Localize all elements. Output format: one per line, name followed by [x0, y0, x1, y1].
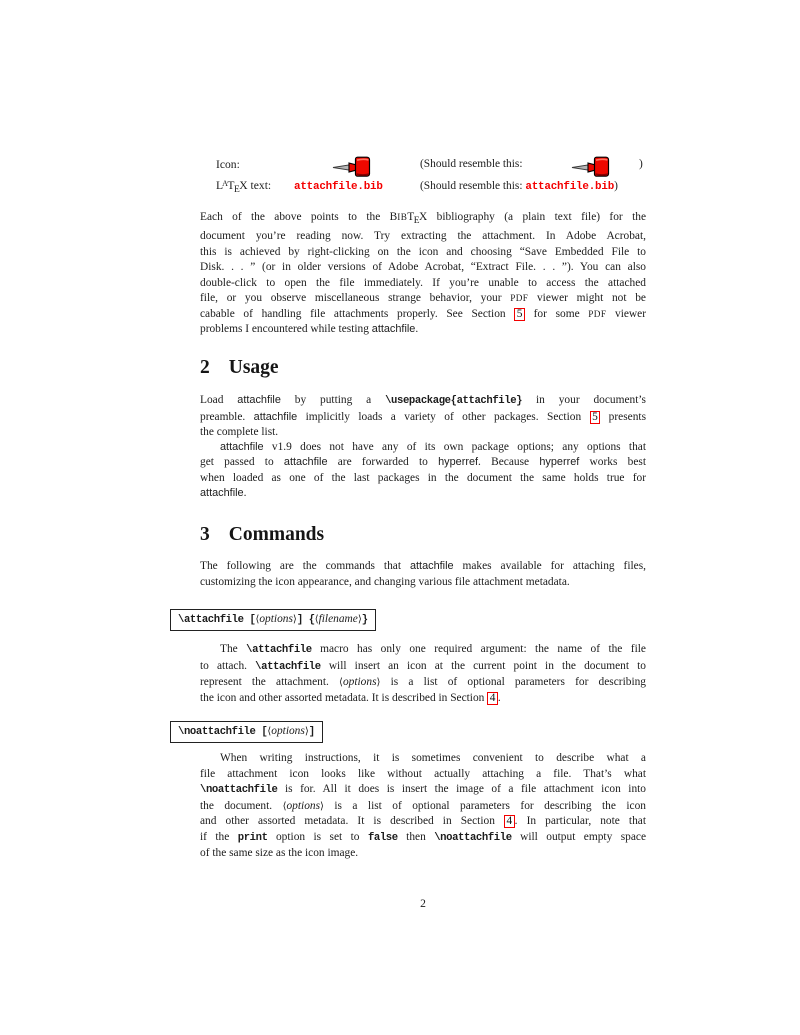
section-number: 2 [200, 357, 210, 378]
text-segment: ⟨ [255, 614, 260, 625]
text-segment: \usepackage{attachfile} [385, 395, 523, 407]
text-segment: is a list of optional parameters for describing the icon [323, 799, 646, 812]
text-segment: . [415, 323, 419, 336]
text-line [200, 210, 646, 229]
text-segment: filename [318, 613, 358, 625]
text-line [200, 307, 646, 323]
text-line [200, 486, 646, 502]
text-segment: \noattachfile [200, 784, 278, 797]
text-segment: Disk. . . ” (or in older versions of Adobe Acrobat, “Extract File. . . ”). You can also [200, 261, 646, 274]
text-segment: attachfile [409, 560, 454, 572]
text-segment: ⟩ [376, 677, 381, 689]
text-line [200, 276, 646, 292]
text-line [200, 675, 646, 691]
text-segment: \attachfile [246, 644, 312, 656]
text-segment: attachfile [220, 440, 264, 453]
text-segment: ] [308, 726, 315, 738]
text-line [200, 471, 646, 487]
text-segment: . In particular, note that [514, 815, 646, 828]
resemble-open-text: (Should resemble this: [420, 158, 523, 170]
section-heading-usage [200, 357, 279, 379]
text-segment: represent the attachment. [200, 676, 340, 689]
text-segment: document you’re reading now. Try extracting the attachment. In Adobe Acrobat, [200, 230, 646, 243]
text-segment: T [407, 211, 415, 223]
text-line [200, 751, 646, 767]
text-segment: is for. All it does is insert the image of a file attachment icon into [277, 783, 646, 796]
commands-intro-paragraph [200, 559, 646, 590]
attachfile-description-paragraph [200, 642, 646, 706]
text-segment: macro has only one required argument: the name of the file [311, 643, 646, 655]
attachment-filename-link[interactable] [294, 180, 383, 193]
text-segment: if the [200, 830, 238, 843]
section-number: 3 [200, 524, 210, 545]
text-segment: attachfile [371, 323, 416, 336]
text-segment: for some [524, 307, 589, 320]
text-line [200, 830, 646, 847]
text-line [200, 691, 646, 707]
text-line [200, 455, 646, 471]
usage-paragraph-1 [200, 393, 646, 441]
text-segment: print [237, 831, 268, 844]
text-segment: hyperref [539, 456, 580, 469]
text-line [200, 846, 646, 862]
resemble-filename-text [420, 180, 618, 193]
text-segment: file attachment icon looks like without actually attaching a file. That’s what [200, 767, 646, 780]
text-line [200, 767, 646, 783]
text-segment: ⟨ [282, 800, 287, 812]
text-segment: (Should resemble this: [420, 180, 526, 192]
text-line [200, 575, 646, 591]
text-segment: attachfile [253, 410, 298, 423]
section-title: Commands [228, 524, 325, 545]
text-segment: The [220, 643, 247, 655]
text-segment: is a list of optional parameters for describing [380, 676, 647, 689]
text-segment: . Because [478, 456, 540, 469]
text-segment: of the same size as the icon image. [200, 847, 359, 860]
text-line [200, 425, 646, 441]
text-segment: Load [200, 394, 238, 406]
text-line [200, 799, 646, 815]
section-title: Usage [228, 357, 279, 378]
text-line [200, 440, 646, 456]
text-segment: The following are the commands that [200, 560, 410, 572]
text-segment: options [342, 676, 377, 689]
text-segment: . [497, 691, 501, 704]
text-segment: ] { [296, 614, 315, 626]
text-segment: and other assorted metadata. It is described in Section [200, 815, 504, 828]
text-segment: preamble. [200, 410, 254, 423]
text-segment: ⟨ [267, 726, 272, 737]
resemble-close-text: ) [639, 158, 643, 170]
pushpin-icon[interactable] [332, 155, 372, 179]
text-segment: works best [579, 456, 646, 469]
latex-text-label [216, 179, 271, 195]
text-line [200, 659, 646, 676]
text-segment: E [233, 184, 240, 195]
text-segment: in your document’s [522, 394, 646, 406]
section-ref-link[interactable]: 5 [590, 411, 601, 424]
text-segment: ⟨ [339, 677, 343, 689]
text-segment: presents [600, 410, 646, 423]
text-segment: false [367, 831, 398, 844]
text-segment: options [271, 725, 305, 737]
text-segment: when loaded as one of the last packages in the document the same holds true for [200, 471, 646, 484]
text-segment: hyperref [438, 456, 479, 469]
attachfile-command-box [170, 609, 376, 631]
text-line [200, 322, 646, 338]
text-segment: will insert an icon at the current point in the document to [320, 659, 646, 672]
text-segment: makes available for attaching files, [453, 560, 647, 572]
text-segment: ⟩ [304, 726, 309, 737]
section-ref-link[interactable]: 5 [514, 308, 525, 321]
intro-paragraph [200, 210, 646, 338]
text-line [200, 559, 646, 575]
page-number: 2 [420, 897, 426, 910]
text-segment: get passed to [200, 456, 284, 469]
text-segment: . [243, 487, 247, 500]
attachment-sample-block [216, 156, 652, 202]
text-segment: T [227, 179, 235, 192]
noattachfile-command-box [170, 721, 323, 743]
text-segment: v1.9 does not have any of its own package options; any options that [263, 440, 646, 453]
text-segment: customizing the icon appearance, and changing various file attachment metadata. [200, 575, 570, 588]
text-segment: implicitly loads a variety of other packages. Section [297, 410, 590, 423]
text-segment: the icon and other assorted metadata. It is described in Section [200, 691, 488, 704]
text-line [200, 410, 646, 426]
text-segment: IB [397, 212, 408, 222]
usage-paragraph-2 [200, 440, 646, 502]
text-segment: ) [614, 180, 618, 192]
pushpin-sample-icon [571, 155, 611, 179]
text-segment: attachfile.bib [525, 181, 615, 193]
text-line [200, 245, 646, 261]
text-line [200, 782, 646, 799]
section-ref-link[interactable]: 4 [487, 692, 498, 705]
text-segment: X text: [239, 179, 272, 192]
text-segment: \noattachfile [ [178, 726, 268, 738]
text-segment: viewer [606, 307, 647, 320]
text-segment: ⟩ [357, 614, 362, 625]
text-segment: L [216, 179, 224, 192]
text-segment: then [397, 830, 435, 843]
icon-row-label: Icon: [216, 158, 240, 171]
text-segment: cabable of handling file attachments properly. See Section [200, 307, 515, 320]
text-segment: options [259, 613, 293, 625]
text-segment: Each of the above points to the B [200, 211, 398, 223]
text-segment: } [361, 614, 368, 626]
text-segment: attachfile [237, 394, 281, 406]
section-ref-link[interactable]: 4 [504, 815, 515, 828]
text-segment: \attachfile [ [178, 614, 256, 626]
text-segment: ⟩ [292, 614, 297, 625]
text-segment: attachfile [283, 456, 328, 469]
text-segment: A [222, 179, 228, 188]
text-segment: \noattachfile [434, 831, 512, 844]
text-segment: the complete list. [200, 426, 279, 439]
text-line [200, 291, 646, 307]
text-segment: option is set to [267, 830, 368, 843]
text-line [200, 229, 646, 245]
text-segment: will output empty space [511, 830, 646, 843]
text-segment: to attach. [200, 659, 256, 672]
text-segment: attachfile.bib [294, 181, 383, 193]
text-segment: ⟨ [314, 614, 319, 625]
text-segment: this is achieved by right-clicking on the icon and choosing “Save Embedded File to [200, 245, 646, 258]
text-segment: E [413, 215, 420, 226]
section-heading-commands [200, 524, 324, 546]
text-line [200, 814, 646, 830]
text-segment: file, or you observe miscellaneous strange behavior, your [200, 292, 511, 305]
text-segment: \attachfile [255, 660, 321, 673]
text-segment: options [286, 799, 321, 812]
text-segment: are forwarded to [327, 456, 439, 469]
text-line [200, 393, 646, 410]
text-segment: When writing instructions, it is sometimes convenient to describe what a [220, 752, 646, 764]
text-segment: problems I encountered while testing [200, 323, 372, 336]
text-segment: viewer might not be [528, 292, 646, 305]
text-segment: X bibliography (a plain text file) for the [419, 211, 646, 223]
text-segment: the document. [200, 799, 283, 812]
text-segment: by putting a [280, 394, 386, 406]
text-line [200, 642, 646, 659]
text-segment: ⟩ [320, 800, 324, 812]
text-segment: double-click to open the file immediately. If you’re unable to access the attached [200, 276, 646, 289]
text-segment: attachfile [200, 487, 244, 500]
text-line [200, 260, 646, 276]
text-segment: PDF [510, 293, 529, 304]
text-segment: PDF [588, 308, 607, 319]
noattachfile-description-paragraph [200, 751, 646, 862]
